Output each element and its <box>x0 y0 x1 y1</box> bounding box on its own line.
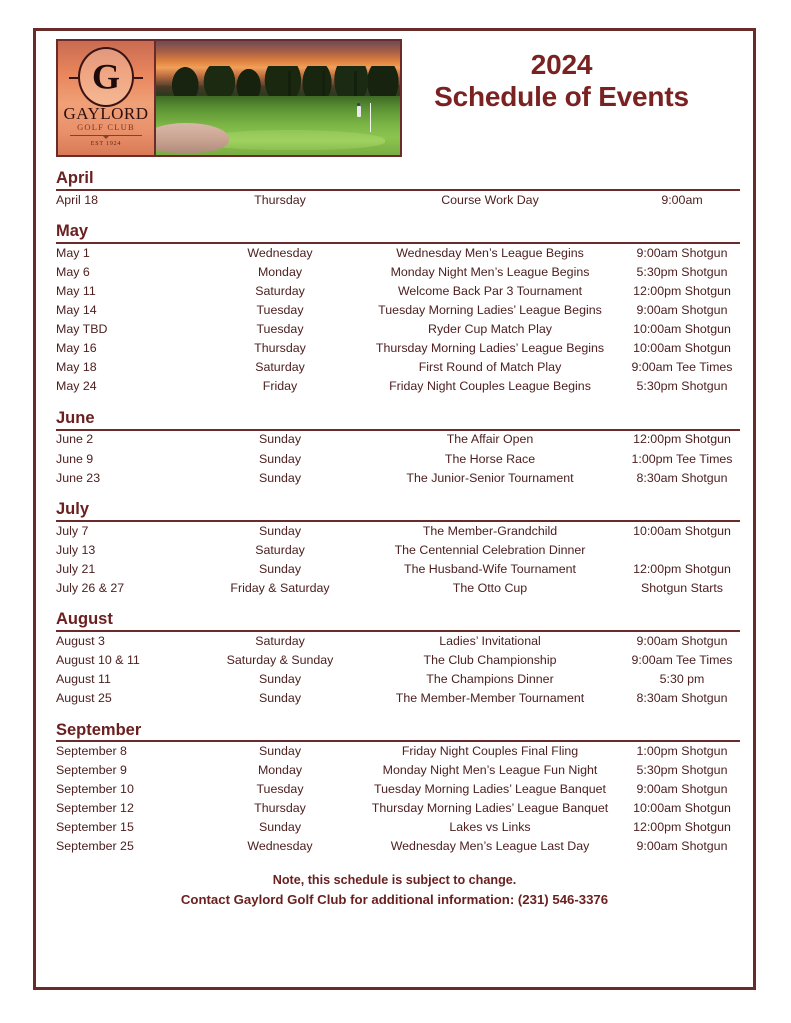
table-row <box>56 632 740 651</box>
event-time-cell: 8:30am Shotgun <box>636 470 728 485</box>
footer-contact: Contact Gaylord Golf Club for additional information: (231) 546-3376 <box>180 891 609 907</box>
gaylord-golf-club-logo <box>58 41 156 155</box>
event-name-cell: Wednesday Men’s League Begins <box>396 246 584 260</box>
title-year: 2024 <box>530 49 593 80</box>
table-row <box>56 819 740 838</box>
logo-established-year: EST 1924 <box>90 141 122 147</box>
event-date-cell: September 15 <box>56 820 134 835</box>
event-time-cell: 12:00pm Shotgun <box>633 820 731 835</box>
photo-golfer <box>357 106 361 117</box>
event-day-cell: Sunday <box>258 820 302 835</box>
event-time-cell: 9:00am Tee Times <box>631 652 733 667</box>
event-day-cell: Sunday <box>258 523 302 538</box>
event-name-cell: Monday Night Men’s League Fun Night <box>382 763 598 778</box>
event-day-cell: Saturday <box>255 360 305 375</box>
event-table <box>56 632 740 708</box>
event-date-cell: September 12 <box>56 801 134 816</box>
event-name-cell: The Champions Dinner <box>426 671 554 686</box>
event-day-cell: Tuesday <box>256 782 304 797</box>
event-day-cell: Sunday <box>258 691 302 706</box>
logo-club-subtitle: GOLF CLUB <box>77 122 135 132</box>
event-name-cell: The Otto Cup <box>452 580 528 595</box>
table-row <box>56 191 740 210</box>
event-name-cell: Tuesday Morning Ladies’ League Banquet <box>374 782 606 797</box>
event-time-cell: 1:00pm Tee Times <box>631 451 733 466</box>
event-name-cell: The Member-Member Tournament <box>395 691 585 706</box>
event-date-cell: August 10 & 11 <box>56 652 140 667</box>
event-name-cell: Monday Night Men’s League Begins <box>390 265 590 280</box>
event-date-cell: June 23 <box>56 470 101 485</box>
event-day-cell: Sunday <box>258 470 302 485</box>
event-name-cell: Ryder Cup Match Play <box>428 322 552 337</box>
event-name-cell: Thursday Morning Ladies’ League Begins <box>375 341 605 356</box>
event-table <box>56 244 740 397</box>
event-day-cell: Saturday <box>255 284 305 299</box>
table-row <box>56 302 740 321</box>
table-row <box>56 522 740 541</box>
table-row <box>56 579 740 598</box>
event-date-cell: July 21 <box>56 561 96 576</box>
event-day-cell: Sunday <box>258 561 302 576</box>
event-name-cell: Ladies’ Invitational <box>439 633 541 648</box>
event-date-cell: April 18 <box>56 192 99 207</box>
event-name-cell: The Affair Open <box>446 432 534 447</box>
table-row <box>56 800 740 819</box>
event-name-cell: Friday Night Couples Final Fling <box>401 744 579 759</box>
table-row <box>56 283 740 302</box>
month-heading: September <box>56 720 142 739</box>
footer-note: Note, this schedule is subject to change. <box>272 872 517 887</box>
event-time-cell: 5:30 pm <box>659 671 705 686</box>
event-name-cell: Welcome Back Par 3 Tournament <box>397 284 583 299</box>
event-day-cell: Wednesday <box>247 246 313 260</box>
event-day-cell: Saturday <box>255 633 305 648</box>
table-row <box>56 244 740 263</box>
logo-monogram-g: G <box>91 56 121 97</box>
table-row <box>56 560 740 579</box>
event-time-cell: 5:30pm Shotgun <box>636 265 728 280</box>
event-name-cell: The Member-Grandchild <box>422 523 558 538</box>
page-content <box>36 31 753 987</box>
event-name-cell: Thursday Morning Ladies’ League Banquet <box>371 801 609 816</box>
table-row <box>56 431 740 450</box>
event-table <box>56 191 740 210</box>
event-name-cell: Friday Night Couples League Begins <box>389 379 591 394</box>
schedule-body <box>54 169 735 857</box>
event-name-cell: The Horse Race <box>444 451 536 466</box>
event-day-cell: Friday & Saturday <box>230 580 330 595</box>
event-time-cell: 8:30am Shotgun <box>636 691 728 706</box>
event-date-cell: September 8 <box>56 744 127 759</box>
month-block <box>54 721 735 857</box>
table-row <box>56 670 740 689</box>
event-day-cell: Monday <box>257 265 303 280</box>
month-heading: April <box>56 169 94 187</box>
month-heading: May <box>56 222 89 241</box>
document-footer <box>54 871 735 910</box>
event-date-cell: August 3 <box>56 633 105 648</box>
document-title-block <box>402 39 735 114</box>
event-table <box>56 742 740 856</box>
event-time-cell: 10:00am Shotgun <box>633 523 731 538</box>
event-table <box>56 522 740 598</box>
event-day-cell: Tuesday <box>256 322 304 337</box>
table-row <box>56 689 740 708</box>
table-row <box>56 359 740 378</box>
event-time-cell: 10:00am Shotgun <box>633 801 731 816</box>
event-name-cell: The Junior-Senior Tournament <box>406 470 574 485</box>
logo-oval-frame-icon <box>78 47 134 107</box>
golf-course-photo <box>156 41 400 155</box>
event-date-cell: May 6 <box>56 265 90 280</box>
event-name-cell: First Round of Match Play <box>418 360 562 375</box>
month-heading: July <box>56 500 90 519</box>
event-date-cell: May 14 <box>56 303 97 318</box>
event-day-cell: Saturday & Sunday <box>226 652 334 667</box>
table-row <box>56 781 740 800</box>
event-time-cell: 9:00am Shotgun <box>636 633 728 648</box>
event-table <box>56 431 740 488</box>
event-time-cell: 9:00am Tee Times <box>631 360 733 375</box>
event-name-cell: The Husband-Wife Tournament <box>404 561 576 576</box>
event-day-cell: Tuesday <box>256 303 304 318</box>
month-block <box>54 169 735 210</box>
event-time-cell <box>624 541 740 560</box>
club-banner <box>56 39 402 157</box>
event-name-cell: Tuesday Morning Ladies’ League Begins <box>378 303 602 318</box>
month-heading: August <box>56 610 113 629</box>
table-row <box>56 838 740 857</box>
photo-flagstick <box>370 103 371 133</box>
event-date-cell: August 11 <box>56 671 111 686</box>
table-row <box>56 340 740 359</box>
event-date-cell: June 2 <box>56 432 94 447</box>
month-block <box>54 610 735 708</box>
event-time-cell: 10:00am Shotgun <box>633 341 731 356</box>
event-date-cell: May 16 <box>56 341 97 356</box>
table-row <box>56 378 740 397</box>
event-date-cell: September 25 <box>56 839 134 854</box>
event-day-cell: Thursday <box>254 192 306 207</box>
table-row <box>56 263 740 282</box>
event-name-cell: Course Work Day <box>441 192 539 207</box>
table-row <box>56 762 740 781</box>
month-block <box>54 409 735 488</box>
event-day-cell: Monday <box>257 763 303 778</box>
table-row <box>56 321 740 340</box>
event-date-cell: September 9 <box>56 763 127 778</box>
event-time-cell: 10:00am Shotgun <box>633 322 731 337</box>
event-day-cell: Sunday <box>258 671 302 686</box>
event-date-cell: May 18 <box>56 360 97 375</box>
logo-divider <box>70 135 142 136</box>
event-time-cell: 9:00am Shotgun <box>636 303 728 318</box>
event-time-cell: 9:00am Shotgun <box>636 782 728 797</box>
event-time-cell: 5:30pm Shotgun <box>636 379 728 394</box>
event-date-cell: September 10 <box>56 782 134 797</box>
event-day-cell: Sunday <box>258 451 302 466</box>
event-day-cell: Thursday <box>254 341 306 356</box>
event-day-cell: Saturday <box>255 542 305 557</box>
month-heading: June <box>56 408 95 427</box>
event-day-cell: Sunday <box>258 432 302 447</box>
table-row <box>56 651 740 670</box>
event-time-cell: 9:00am <box>661 192 703 207</box>
photo-treeline <box>156 66 400 98</box>
event-name-cell: Wednesday Men’s League Last Day <box>390 839 590 854</box>
event-date-cell: July 26 & 27 <box>56 580 125 595</box>
event-time-cell: 1:00pm Shotgun <box>636 744 728 759</box>
table-row <box>56 742 740 761</box>
page-title: Schedule of Events <box>434 81 689 113</box>
event-time-cell: 9:00am Shotgun <box>636 839 728 854</box>
event-name-cell: The Club Championship <box>423 652 557 667</box>
event-time-cell: Shotgun Starts <box>641 580 723 595</box>
event-date-cell: August 25 <box>56 691 112 706</box>
event-day-cell: Wednesday <box>247 839 313 854</box>
event-date-cell: July 7 <box>56 523 89 538</box>
table-row <box>56 469 740 488</box>
event-day-cell: Friday <box>262 379 298 394</box>
table-row <box>56 541 740 560</box>
event-name-cell: Lakes vs Links <box>449 820 531 835</box>
event-date-cell: May TBD <box>56 322 108 337</box>
month-block <box>54 222 735 396</box>
event-name-cell: The Centennial Celebration Dinner <box>394 542 586 557</box>
event-date-cell: June 9 <box>56 451 94 466</box>
event-date-cell: May 24 <box>56 379 97 394</box>
event-time-cell: 9:00am Shotgun <box>636 246 728 260</box>
photo-sand-bunker <box>156 123 229 153</box>
event-time-cell: 12:00pm Shotgun <box>633 432 731 447</box>
event-date-cell: July 13 <box>56 542 96 557</box>
document-header <box>54 39 735 161</box>
event-date-cell: May 11 <box>56 284 96 299</box>
logo-club-name: GAYLORD <box>63 104 149 123</box>
month-block <box>54 500 735 598</box>
event-day-cell: Thursday <box>254 801 306 816</box>
event-time-cell: 5:30pm Shotgun <box>636 763 728 778</box>
event-date-cell: May 1 <box>56 246 90 260</box>
event-time-cell: 12:00pm Shotgun <box>633 561 731 576</box>
event-day-cell: Sunday <box>258 744 302 759</box>
event-time-cell: 12:00pm Shotgun <box>633 284 731 299</box>
table-row <box>56 450 740 469</box>
